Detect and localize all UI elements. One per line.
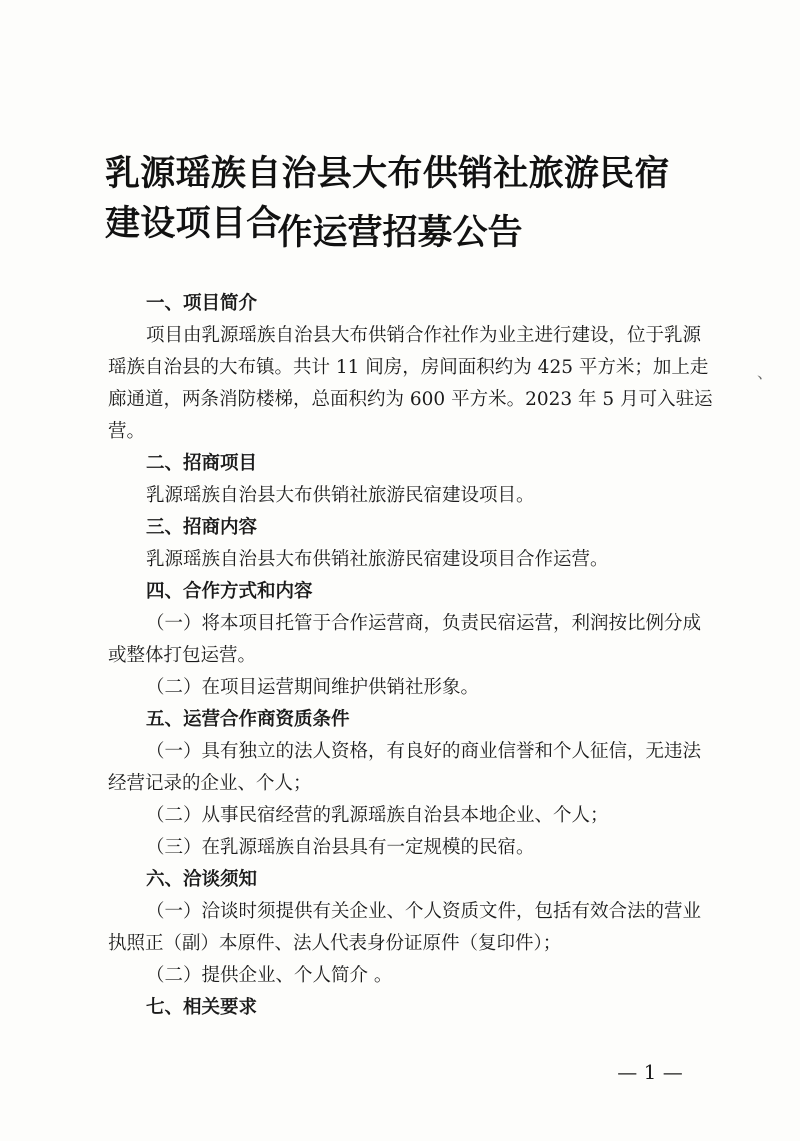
section-heading-1: 一、项目简介 bbox=[146, 293, 258, 314]
section-5-line-1: （一）具有独立的法人资格，有良好的商业信誉和个人征信，无违法 bbox=[146, 741, 702, 762]
section-heading-3: 三、招商内容 bbox=[146, 517, 258, 538]
section-4-line-2: 或整体打包运营。 bbox=[108, 645, 257, 666]
section-6-line-1: （一）洽谈时须提供有关企业、个人资质文件，包括有效合法的营业 bbox=[146, 901, 702, 922]
section-5-line-4: （三）在乳源瑶族自治县具有一定规模的民宿。 bbox=[146, 837, 535, 858]
section-1-line-3: 廊通道，两条消防楼梯，总面积约为 600 平方米。2023 年 5 月可入驻运 bbox=[108, 389, 713, 410]
section-1-line-4: 营。 bbox=[108, 421, 146, 442]
section-6-line-3: （二）提供企业、个人简介 。 bbox=[146, 965, 393, 986]
section-5-line-3: （二）从事民宿经营的乳源瑶族自治县本地企业、个人； bbox=[146, 805, 609, 826]
section-2-text: 乳源瑶族自治县大布供销社旅游民宿建设项目。 bbox=[146, 485, 535, 506]
section-3-text: 乳源瑶族自治县大布供销社旅游民宿建设项目合作运营。 bbox=[146, 549, 609, 570]
section-6-line-2: 执照正（副）本原件、法人代表身份证原件（复印件）； bbox=[108, 933, 562, 954]
section-1-line-1: 项目由乳源瑶族自治县大布供销合作社作为业主进行建设，位于乳源 bbox=[146, 325, 702, 346]
section-heading-2: 二、招商项目 bbox=[146, 453, 258, 474]
page-number: — 1 — bbox=[617, 1060, 683, 1084]
section-heading-7: 七、相关要求 bbox=[146, 997, 258, 1018]
section-heading-4: 四、合作方式和内容 bbox=[146, 581, 313, 602]
section-heading-6: 六、洽谈须知 bbox=[146, 869, 258, 890]
section-4-line-1: （一）将本项目托管于合作运营商，负责民宿运营，利润按比例分成 bbox=[146, 613, 702, 634]
section-5-line-2: 经营记录的企业、个人； bbox=[108, 773, 312, 794]
document-title-line-2: 作运营招募公告 bbox=[277, 213, 523, 253]
section-4-line-3: （二）在项目运营期间维护供销社形象。 bbox=[146, 677, 480, 698]
document-title-line-1: 乳源瑶族自治县大布供销社旅游民宿建设项目合 bbox=[105, 154, 670, 244]
section-1-line-2: 瑶族自治县的大布镇。共计 11 间房，房间面积约为 425 平方米；加上走 bbox=[108, 357, 709, 378]
section-heading-5: 五、运营合作商资质条件 bbox=[146, 709, 350, 730]
stray-mark: 、 bbox=[757, 363, 774, 382]
